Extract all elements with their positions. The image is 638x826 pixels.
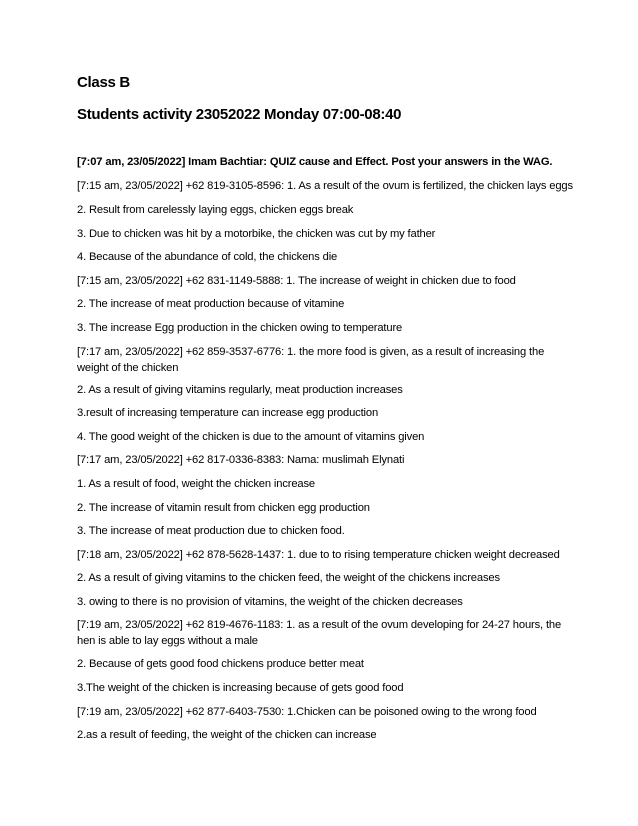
- chat-message-line: 4. Because of the abundance of cold, the chickens die: [77, 251, 338, 263]
- chat-message-line: [7:17 am, 23/05/2022] +62 817-0336-8383: Nama: muslimah Elynati: [77, 454, 405, 466]
- chat-message-line: 2. Result from carelessly laying eggs, chicken eggs break: [77, 204, 354, 216]
- chat-message-line: 2. As a result of giving vitamins to the chicken feed, the weight of the chickens increases: [77, 572, 500, 584]
- chat-message-line: 3. The increase Egg production in the chicken owing to temperature: [77, 322, 403, 334]
- chat-message-line: 2. The increase of meat production because of vitamine: [77, 298, 345, 310]
- chat-message-line: 3.result of increasing temperature can increase egg production: [77, 407, 379, 419]
- chat-message-line: 2. As a result of giving vitamins regularly, meat production increases: [77, 384, 403, 396]
- chat-message-line: 3. owing to there is no provision of vitamins, the weight of the chicken decreases: [77, 596, 463, 608]
- chat-message-line: [7:17 am, 23/05/2022] +62 859-3537-6776: 1. the more food is given, as a result of increasing the weight of the chicken: [77, 346, 545, 374]
- chat-message-line: 2. Because of gets good food chickens produce better meat: [77, 658, 364, 670]
- quiz-announcement: [7:07 am, 23/05/2022] Imam Bachtiar: QUIZ cause and Effect. Post your answers in the WAG.: [77, 156, 553, 168]
- chat-message-line: [7:18 am, 23/05/2022] +62 878-5628-1437: 1. due to to rising temperature chicken weight decreased: [77, 549, 560, 561]
- chat-message-line: 3. Due to chicken was hit by a motorbike, the chicken was cut by my father: [77, 228, 436, 240]
- chat-message-line: 3.The weight of the chicken is increasing because of gets good food: [77, 682, 404, 694]
- chat-message-line: [7:19 am, 23/05/2022] +62 819-4676-1183: 1. as a result of the ovum developing for 24-27 hours, the hen is able to lay eggs without a male: [77, 619, 562, 647]
- activity-title: Students activity 23052022 Monday 07:00-08:40: [77, 106, 402, 123]
- chat-message-line: [7:19 am, 23/05/2022] +62 877-6403-7530: 1.Chicken can be poisoned owing to the wrong food: [77, 706, 537, 718]
- chat-message-line: 2.as a result of feeding, the weight of the chicken can increase: [77, 729, 377, 741]
- chat-message-line: 3. The increase of meat production due to chicken food.: [77, 525, 345, 537]
- class-title: Class B: [77, 74, 130, 91]
- chat-message-line: 4. The good weight of the chicken is due to the amount of vitamins given: [77, 431, 425, 443]
- chat-message-line: [7:15 am, 23/05/2022] +62 831-1149-5888: 1. The increase of weight in chicken due to food: [77, 275, 516, 287]
- chat-message-line: [7:15 am, 23/05/2022] +62 819-3105-8596: 1. As a result of the ovum is fertilized, the chicken lays eggs: [77, 180, 573, 192]
- chat-message-line: 1. As a result of food, weight the chicken increase: [77, 478, 315, 490]
- chat-message-line: 2. The increase of vitamin result from chicken egg production: [77, 502, 370, 514]
